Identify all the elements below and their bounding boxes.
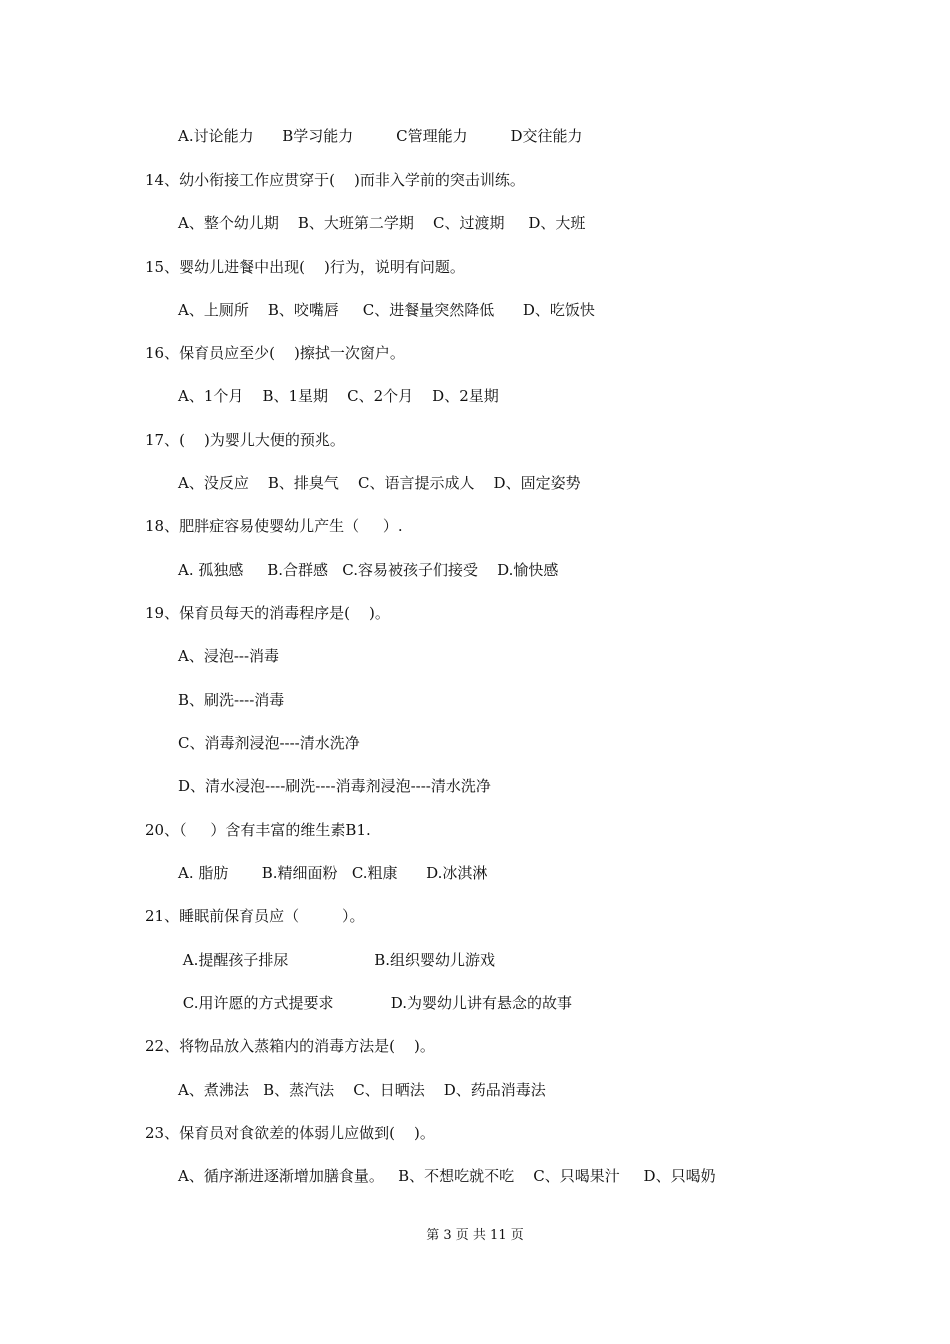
option-line: A、没反应 B、排臭气 C、语言提示成人 D、固定姿势 [178, 474, 581, 492]
question-line: 16、保育员应至少( )擦拭一次窗户。 [145, 344, 405, 362]
question-line: 20、（ ）含有丰富的维生素B1. [145, 821, 371, 839]
question-line: 22、将物品放入蒸箱内的消毒方法是( )。 [145, 1037, 435, 1055]
question-line: 19、保育员每天的消毒程序是( )。 [145, 604, 390, 622]
option-line: B、刷洗----消毒 [178, 691, 285, 709]
option-line: C、消毒剂浸泡----清水洗净 [178, 734, 360, 752]
option-line: A、浸泡---消毒 [178, 647, 280, 665]
question-line: 21、睡眠前保育员应（ ）。 [145, 907, 365, 925]
option-line: A.讨论能力 B学习能力 C管理能力 D交往能力 [178, 127, 583, 145]
option-line: D、清水浸泡----刷洗----消毒剂浸泡----清水洗净 [178, 777, 491, 795]
question-line: 18、肥胖症容易使婴幼儿产生（ ）. [145, 517, 403, 535]
option-line: A、1个月 B、1星期 C、2个月 D、2星期 [178, 387, 499, 405]
option-line: C.用许愿的方式提要求 D.为婴幼儿讲有悬念的故事 [178, 994, 572, 1012]
option-line: A.提醒孩子排尿 B.组织婴幼儿游戏 [178, 951, 495, 969]
option-line: A. 孤独感 B.合群感 C.容易被孩子们接受 D.愉快感 [178, 561, 559, 579]
page-footer: 第 3 页 共 11 页 [426, 1228, 524, 1243]
option-line: A、煮沸法 B、蒸汽法 C、日晒法 D、药品消毒法 [178, 1081, 546, 1099]
option-line: A、上厕所 B、咬嘴唇 C、进餐量突然降低 D、吃饭快 [178, 301, 595, 319]
question-line: 14、幼小衔接工作应贯穿于( )而非入学前的突击训练。 [145, 171, 525, 189]
question-line: 15、婴幼儿进餐中出现( )行为，说明有问题。 [145, 258, 465, 276]
option-line: A. 脂肪 B.精细面粉 C.粗康 D.冰淇淋 [178, 864, 488, 882]
option-line: A、整个幼儿期 B、大班第二学期 C、过渡期 D、大班 [178, 214, 586, 232]
option-line: A、循序渐进逐渐增加膳食量。 B、不想吃就不吃 C、只喝果汁 D、只喝奶 [178, 1167, 716, 1185]
question-line: 23、保育员对食欲差的体弱儿应做到( )。 [145, 1124, 435, 1142]
question-line: 17、( )为婴儿大便的预兆。 [145, 431, 345, 449]
